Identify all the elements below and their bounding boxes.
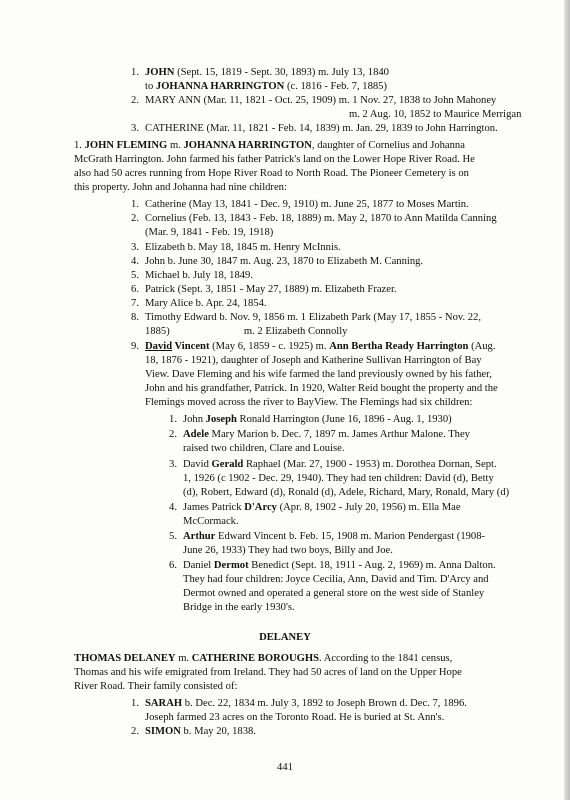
david-para-line: Flemings moved across the river to BayView. The Flemings had six children:: [145, 397, 473, 408]
fleming-para-line: also had 50 acres running from Hope River Road to North Road. The Pioneer Cemetery is on: [74, 168, 469, 179]
fleming-lead-line: 1. JOHN FLEMING m. JOHANNA HARRINGTON, daughter of Cornelius and Johanna: [74, 140, 465, 151]
list-item-sarah: SARAH b. Dec. 22, 1834 m. July 3, 1892 to Joseph Brown d. Dec. 7, 1896.: [145, 698, 467, 709]
list-number: 1.: [131, 199, 139, 210]
section-heading-delaney: DELANEY: [259, 632, 311, 643]
list-number: 6.: [169, 560, 177, 571]
list-item: Michael b. July 18, 1849.: [145, 270, 253, 281]
list-item-continued: Joseph farmed 23 acres on the Toronto Road. He is buried at St. Ann's.: [145, 712, 445, 723]
page-number: 441: [277, 762, 293, 773]
list-number: 2.: [131, 95, 139, 106]
david-para-line: 18, 1876 - 1921), daughter of Joseph and Katherine Sullivan Harrington of Bay: [145, 355, 482, 366]
delaney-lead-line: THOMAS DELANEY m. CATHERINE BOROUGHS. According to the 1841 census,: [74, 653, 453, 664]
list-item: Adele Mary Marion b. Dec. 7, 1897 m. James Arthur Malone. They: [183, 429, 470, 440]
delaney-para-line: River Road. Their family consisted of:: [74, 681, 238, 692]
list-number: 1.: [131, 698, 139, 709]
list-item-mary-ann-line2: m. 2 Aug. 10, 1852 to Maurice Merrigan: [349, 109, 522, 120]
list-item-continued: Dermot owned and operated a general store on the west side of Stanley: [183, 588, 485, 599]
list-item: Cornelius (Feb. 13, 1843 - Feb. 18, 1889) m. May 2, 1870 to Ann Matilda Canning: [145, 213, 497, 224]
list-number: 2.: [169, 429, 177, 440]
list-number: 9.: [131, 341, 139, 352]
list-number: 1.: [131, 67, 139, 78]
list-item: Arthur Edward Vincent b. Feb. 15, 1908 m. Marion Pendergast (1908-: [183, 531, 486, 542]
list-item-continued: 1, 1926 (c 1902 - Dec. 29, 1940). They had ten children: David (d), Betty: [183, 473, 494, 484]
david-para-line: View. Dave Fleming and his wife farmed the land previously owned by his father,: [145, 369, 492, 380]
list-number: 4.: [169, 502, 177, 513]
list-number: 3.: [131, 123, 139, 134]
list-item: James Patrick D'Arcy (Apr. 8, 1902 - July 20, 1956) m. Ella Mae: [183, 502, 461, 513]
list-item: John Joseph Ronald Harrington (June 16, 1896 - Aug. 1, 1930): [183, 414, 452, 425]
list-number: 3.: [169, 459, 177, 470]
list-number: 2.: [131, 213, 139, 224]
list-item-catherine: CATHERINE (Mar. 11, 1821 - Feb. 14, 1839) m. Jan. 29, 1839 to John Harrington.: [145, 123, 498, 134]
list-item-john-line2: to JOHANNA HARRINGTON (c. 1816 - Feb. 7, 1885): [145, 81, 387, 92]
delaney-para-line: Thomas and his wife emigrated from Ireland. They had 50 acres of land on the Upper Hope: [74, 667, 462, 678]
list-item-continued: (d), Robert, Edward (d), Ronald (d), Adele, Richard, Mary, Ronald, Mary (d): [183, 487, 510, 498]
list-number: 8.: [131, 312, 139, 323]
list-number: 4.: [131, 256, 139, 267]
david-para-line: John and his grandfather, Patrick. In 1920, Walter Reid bought the property and the: [145, 383, 498, 394]
list-item-continued: (Mar. 9, 1841 - Feb. 19, 1918): [145, 227, 274, 238]
list-item-continued: June 26, 1933) They had two boys, Billy and Joe.: [183, 545, 393, 556]
list-item: Elizabeth b. May 18, 1845 m. Henry McInnis.: [145, 242, 341, 253]
list-number: 5.: [169, 531, 177, 542]
list-item: Catherine (May 13, 1841 - Dec. 9, 1910) m. June 25, 1877 to Moses Martin.: [145, 199, 469, 210]
list-number: 6.: [131, 284, 139, 295]
list-number: 7.: [131, 298, 139, 309]
list-item: David Gerald Raphael (Mar. 27, 1900 - 1953) m. Dorothea Dornan, Sept.: [183, 459, 497, 470]
list-item-john: JOHN (Sept. 15, 1819 - Sept. 30, 1893) m. July 13, 1840: [145, 67, 389, 78]
list-item-continued: They had four children: Joyce Cecilia, Ann, David and Tim. D'Arcy and: [183, 574, 489, 585]
list-number: 5.: [131, 270, 139, 281]
fleming-para-line: this property. John and Johanna had nine children:: [74, 182, 287, 193]
david-lead-line: David Vincent (May 6, 1859 - c. 1925) m. Ann Bertha Ready Harrington (Aug.: [145, 341, 496, 352]
list-item: Daniel Dermot Benedict (Sept. 18, 1911 - Aug. 2, 1969) m. Anna Dalton.: [183, 560, 496, 571]
list-item-mary-ann: MARY ANN (Mar. 11, 1821 - Oct. 25, 1909) m. 1 Nov. 27, 1838 to John Mahoney: [145, 95, 497, 106]
list-number: 3.: [131, 242, 139, 253]
fleming-para-line: McGrath Harrington. John farmed his father Patrick's land on the Lower Hope River Road. He: [74, 154, 475, 165]
list-item-continued: raised two children, Clare and Louise.: [183, 443, 345, 454]
list-number: 1.: [169, 414, 177, 425]
list-item: Patrick (Sept. 3, 1851 - May 27, 1889) m. Elizabeth Frazer.: [145, 284, 397, 295]
page-edge-shadow: [564, 0, 570, 800]
list-item-continued: Bridge in the early 1930's.: [183, 602, 295, 613]
list-item-simon: SIMON b. May 20, 1838.: [145, 726, 256, 737]
list-item: John b. June 30, 1847 m. Aug. 23, 1870 to Elizabeth M. Canning.: [145, 256, 424, 267]
list-item-continued: McCormack.: [183, 516, 239, 527]
list-item: Timothy Edward b. Nov. 9, 1856 m. 1 Elizabeth Park (May 17, 1855 - Nov. 22,: [145, 312, 482, 323]
list-number: 2.: [131, 726, 139, 737]
list-item-continued: 1885) m. 2 Elizabeth Connolly: [145, 326, 348, 337]
list-item: Mary Alice b. Apr. 24, 1854.: [145, 298, 267, 309]
